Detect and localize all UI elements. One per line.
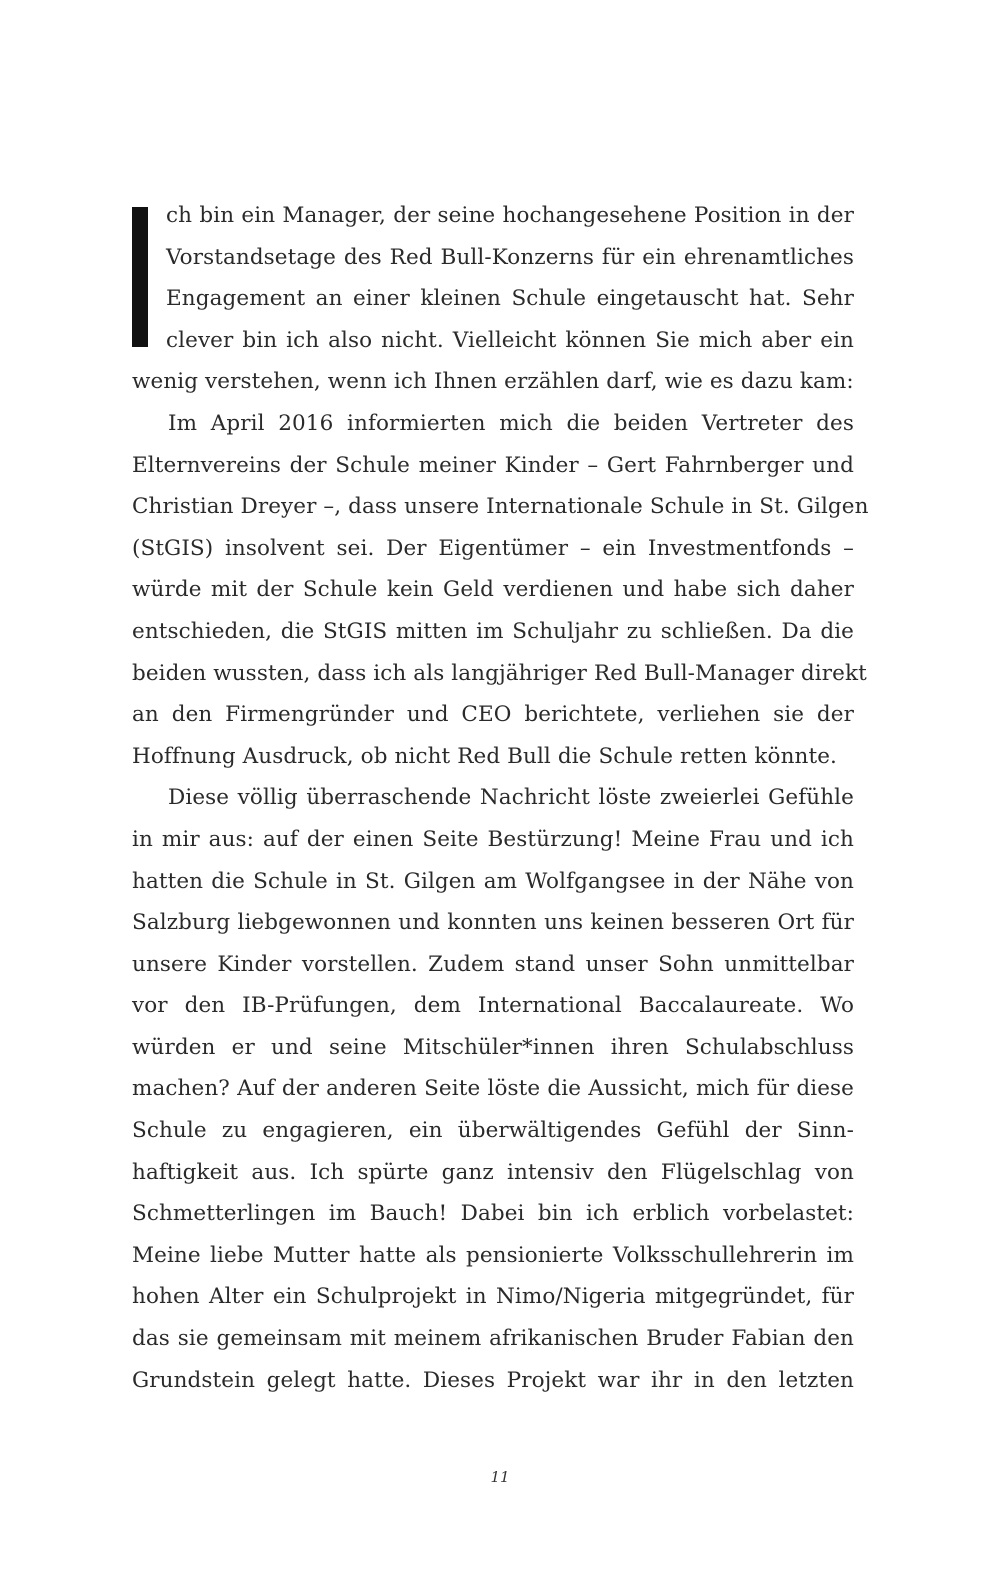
text-line: hatten die Schule in St. Gilgen am Wolfgangsee in der Nähe von xyxy=(132,868,854,894)
text-line: würden er und seine Mitschüler*innen ihren Schulabschluss xyxy=(132,1034,854,1060)
text-line: beiden wussten, dass ich als langjähriger Red Bull-Manager direkt xyxy=(132,660,867,686)
text-line: Im April 2016 informierten mich die beiden Vertreter des xyxy=(168,410,854,436)
text-line: Salzburg liebgewonnen und konnten uns keinen besseren Ort für xyxy=(132,910,854,936)
text-line: hohen Alter ein Schulprojekt in Nimo/Nigeria mitgegründet, für xyxy=(132,1284,854,1310)
text-line: Christian Dreyer –, dass unsere Internationale Schule in St. Gilgen xyxy=(132,494,869,520)
text-line: ch bin ein Manager, der seine hochangesehene Position in der xyxy=(166,203,854,228)
text-line: clever bin ich also nicht. Vielleicht können Sie mich aber ein xyxy=(166,327,854,353)
text-line: Grundstein gelegt hatte. Dieses Projekt war ihr in den letzten xyxy=(132,1367,854,1393)
text-line: entschieden, die StGIS mitten im Schuljahr zu schließen. Da die xyxy=(132,618,854,644)
text-line: Schmetterlingen im Bauch! Dabei bin ich erblich vorbelastet: xyxy=(132,1201,854,1227)
text-line: machen? Auf der anderen Seite löste die Aussicht, mich für diese xyxy=(132,1076,854,1102)
text-line: Vorstandsetage des Red Bull-Konzerns für ein ehrenamtliches xyxy=(166,244,854,270)
text-line: Diese völlig überraschende Nachricht löste zweierlei Gefühle xyxy=(168,785,854,811)
text-line: Schule zu engagieren, ein überwältigendes Gefühl der Sinn- xyxy=(132,1118,854,1144)
text-line: Meine liebe Mutter hatte als pensionierte Volksschullehrerin im xyxy=(132,1242,854,1268)
text-line: wenig verstehen, wenn ich Ihnen erzählen darf, wie es dazu kam: xyxy=(132,369,854,395)
text-line: Hoffnung Ausdruck, ob nicht Red Bull die Schule retten könnte. xyxy=(132,743,837,769)
text-line: würde mit der Schule kein Geld verdienen und habe sich daher xyxy=(132,577,854,603)
page-number: 11 xyxy=(490,1468,510,1486)
text-line: Engagement an einer kleinen Schule eingetauscht hat. Sehr xyxy=(166,286,854,312)
text-line: in mir aus: auf der einen Seite Bestürzung! Meine Frau und ich xyxy=(132,826,854,852)
text-line: vor den IB-Prüfungen, dem International Baccalaureate. Wo xyxy=(132,993,854,1019)
text-line: an den Firmengründer und CEO berichtete, verliehen sie der xyxy=(132,702,854,728)
text-line: unsere Kinder vorstellen. Zudem stand unser Sohn unmittelbar xyxy=(132,951,854,977)
text-line: (StGIS) insolvent sei. Der Eigentümer – ein Investmentfonds – xyxy=(132,535,854,561)
text-line: das sie gemeinsam mit meinem afrikanischen Bruder Fabian den xyxy=(132,1326,854,1352)
text-line: Elternvereins der Schule meiner Kinder – Gert Fahrnberger und xyxy=(132,452,854,478)
body-text xyxy=(132,195,869,1401)
text-line: haftigkeit aus. Ich spürte ganz intensiv den Flügelschlag von xyxy=(132,1159,854,1185)
